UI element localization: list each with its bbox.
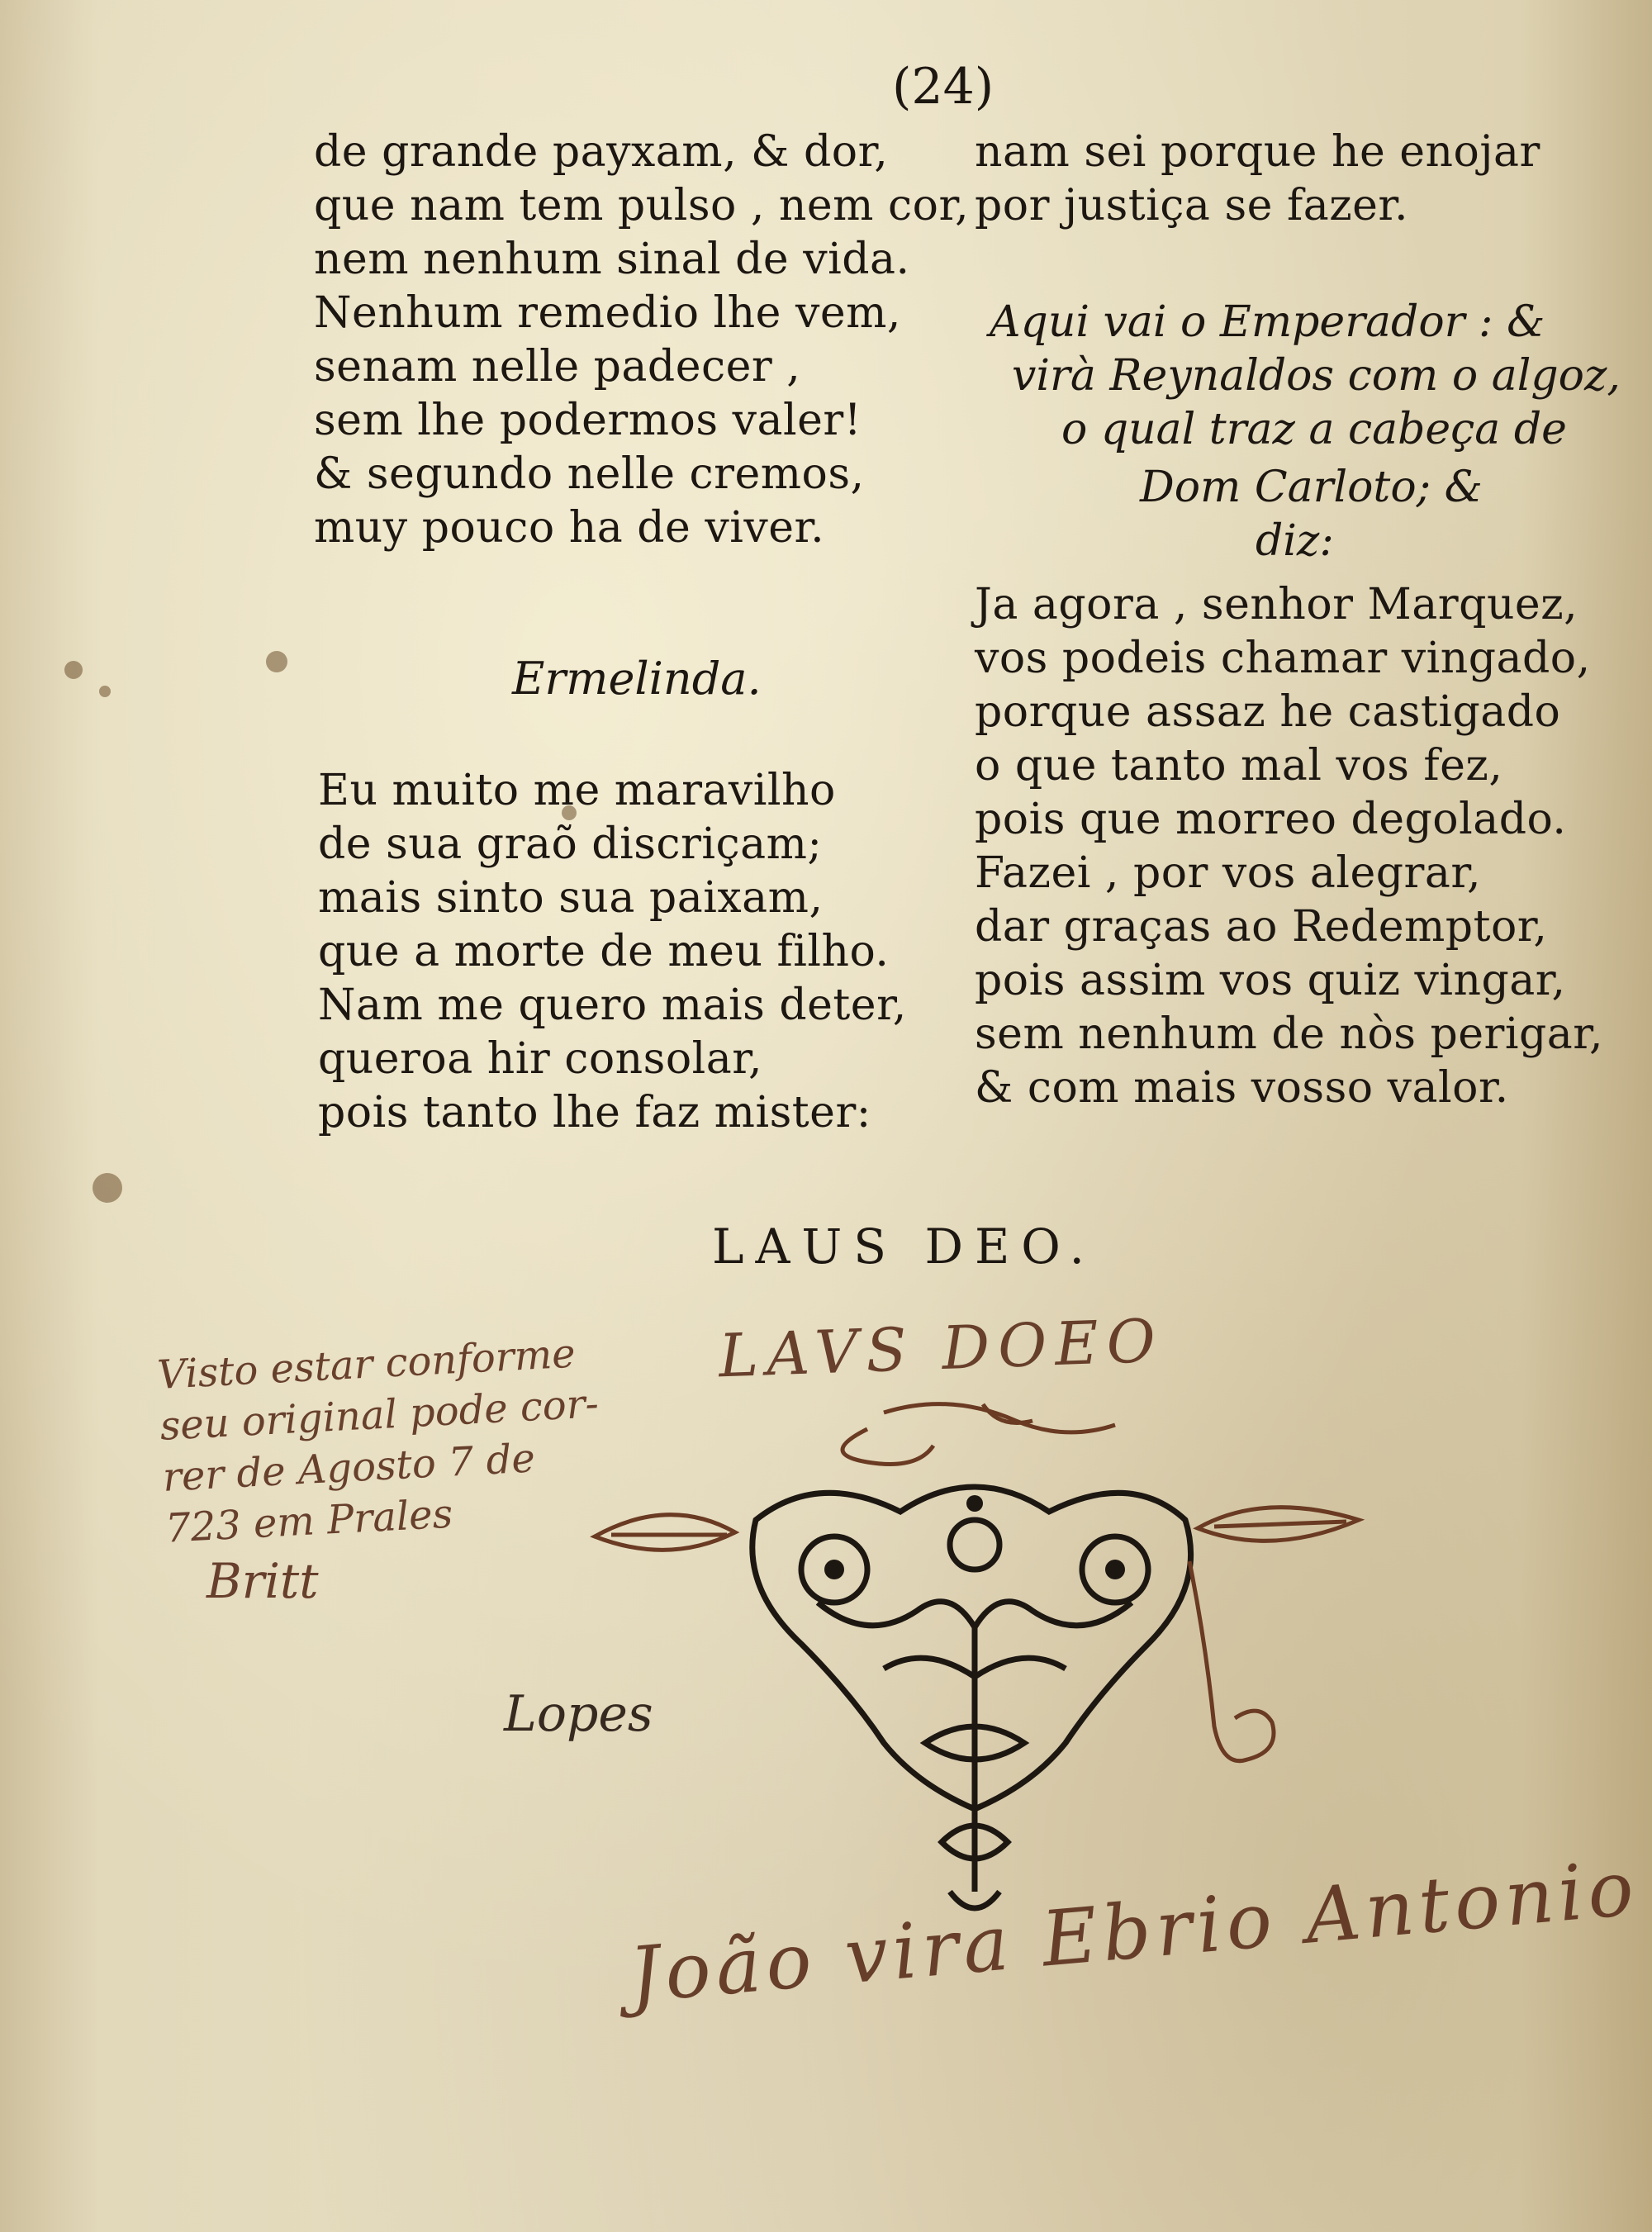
stage-line: diz: <box>1256 516 1334 566</box>
verse-line: de grande payxam, & dor, <box>314 127 889 177</box>
stage-line: virà Reynaldos com o algoz, <box>1012 351 1621 401</box>
signature-lopes: Lopes <box>504 1685 653 1743</box>
foxing-spot <box>99 686 111 697</box>
stage-line: Dom Carloto; & <box>1140 463 1483 512</box>
note-line: Visto estar conforme <box>156 1330 577 1399</box>
foxing-spot <box>64 661 83 679</box>
verse-line: Eu muito me maravilho <box>318 766 836 815</box>
verse-line: vos podeis chamar vingado, <box>975 634 1591 683</box>
verse-line: muy pouco ha de viver. <box>314 503 825 553</box>
signature-britt: Britt <box>206 1553 319 1609</box>
stage-line: o qual traz a cabeça de <box>1061 405 1567 454</box>
colophon: LAUS DEO. <box>712 1218 1096 1275</box>
verse-line: Fazei , por vos alegrar, <box>975 848 1482 898</box>
verse-line: senam nelle padecer , <box>314 342 801 392</box>
verse-line: & com mais vosso valor. <box>975 1063 1509 1113</box>
verse-line: pois que morreo degolado. <box>975 795 1567 844</box>
note-line: rer de Agosto 7 de <box>161 1435 537 1501</box>
verse-line: nem nenhum sinal de vida. <box>314 235 910 284</box>
verse-line: que a morte de meu filho. <box>318 927 890 976</box>
verse-line: sem nenhum de nòs perigar, <box>975 1009 1603 1059</box>
verse-line: Ja agora , senhor Marquez, <box>975 580 1578 629</box>
handwritten-laus: LAVS DOEO <box>717 1305 1165 1391</box>
verse-line: pois assim vos quiz vingar, <box>975 956 1566 1005</box>
printers-ornament <box>570 1396 1379 1925</box>
note-line: seu original pode cor- <box>159 1380 601 1450</box>
verse-line: Nenhum remedio lhe vem, <box>314 288 901 338</box>
left-column-top <box>314 126 969 555</box>
verse-line: que nam tem pulso , nem cor, <box>314 181 970 230</box>
verse-line: Nam me quero mais deter, <box>318 981 907 1030</box>
verse-line: pois tanto lhe faz mister: <box>318 1088 871 1137</box>
handwritten-note <box>156 1327 605 1554</box>
verse-line: dar graças ao Redemptor, <box>975 902 1548 952</box>
verse-line: de sua graõ discriçam; <box>318 819 823 869</box>
verse-line: nam sei porque he enojar <box>975 127 1540 177</box>
stage-line: Aqui vai o Emperador : & <box>990 297 1545 347</box>
verse-line: sem lhe podermos valer! <box>314 396 862 445</box>
foxing-spot <box>266 651 287 672</box>
verse-line: & segundo nelle cremos, <box>314 449 865 499</box>
verse-line: queroa hir consolar, <box>318 1034 762 1084</box>
right-column-bottom <box>975 578 1603 1115</box>
speaker-name: Ermelinda. <box>512 653 762 705</box>
verse-line: o que tanto mal vos fez, <box>975 741 1503 791</box>
verse-line: porque assaz he castigado <box>975 687 1561 737</box>
right-column-top <box>975 126 1540 233</box>
page-number: (24) <box>892 58 995 116</box>
verse-line: mais sinto sua paixam, <box>318 873 824 923</box>
left-column-bottom <box>318 764 907 1140</box>
note-line: 723 em Prales <box>164 1490 454 1552</box>
verse-line: por justiça se fazer. <box>975 181 1409 230</box>
handwritten-bottom-inscription: João vira Ebrio Antonio <box>625 1843 1642 2021</box>
foxing-spot <box>93 1173 122 1203</box>
